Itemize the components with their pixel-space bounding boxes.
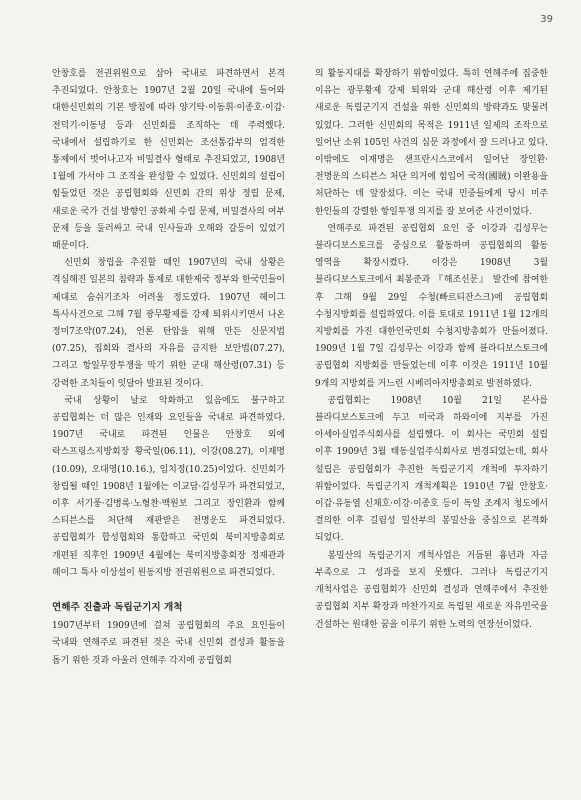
- right-column: [315, 66, 548, 634]
- paragraph: 봉밀산의 독립군기지 개척사업은 거듭된 흉년과 자금 부족으로 그 성과를 보지 못했다. 그러나 독립군기지 개척사업은 공립협회가 신민회 결성과 연해주에서 추진한 공립협회 지부 확장과 마찬가지로 독립된 새로운 자유민국을 건설하는 원대한 꿈을 이루기 위한 노력의 연장선이었다.: [315, 550, 548, 630]
- paragraph: 신민회 창립을 추진할 때인 1907년의 국내 상황은 격심해진 일본의 침략과 통제로 대한제국 정부와 한국민들이 제대로 숨쉬기조차 어려울 정도였다. 1907년 헤이그 특사사건으로 그해 7월 광무황제를 강제 퇴위시키면서 나온 정미7조약(07.24), 언론 탄압을 위해 만든 신문지법(07.25), 집회와 결사의 자유를 금지한 보안법(07.27), 그리고 항일무장투쟁을 막기 위한 군대 해산령(07.31) 등 강력한 조치들이 잇달아 발표된 것이다.: [52, 258, 285, 389]
- section-heading: 연해주 진출과 독립군기지 개척: [52, 602, 183, 614]
- page-number: 39: [540, 14, 553, 25]
- paragraph: 의 활동지대를 확장하기 위함이었다. 특히 연해주에 집중한 이유는 광무황제 강제 퇴위와 군대 해산령 이후 제기된 새로운 독립군기지 건설을 위한 신민회의 방략과도 맞물려 있었다. 그러한 신민회의 목적은 1911년 일제의 조작으로 일어난 소위 105인 사건의 심문 과정에서 잘 드러나고 있다. 이밖에도 이재명은 샌프란시스코에서 일어난 장인환·전명운의 스티븐스 처단 의거에 힘입어 국적(國賊) 이완용을 처단하는 데 앞장섰다. 이는 국내 민중들에게 당시 미주 한인들의 강렬한 항일투쟁 의지를 잘 보여준 사건이었다.: [315, 69, 548, 217]
- paragraph: 안창호를 전권위원으로 삼아 국내로 파견하면서 본격 추진되었다. 안창호는 1907년 2월 20일 국내에 들어와 대한신민회의 기본 방침에 따라 양기탁·이동휘·이종호·이갑·전덕기·이동녕 등과 신민회를 조직하는 데 주력했다. 국내에서 설립하기로 한 신민회는 조선통감부의 엄격한 통제에서 벗어나고자 비밀결사 형태로 추진되었고, 1908년 1월에 가서야 그 조직을 완성할 수 있었다. 신민회의 설립이 힘들었던 것은 공립협회와 신민회 간의 위상 정립 문제, 새로운 국가 건설 방향인 공화제 수립 문제, 비밀결사의 여부 문제 등을 둘러싸고 국내 인사들과 오해와 갈등이 있었기 때문이다.: [52, 69, 285, 252]
- paragraph: 국내 상황이 날로 악화하고 있음에도 불구하고 공립협회는 더 많은 인재와 요인들을 국내로 파견하였다. 1907년 국내로 파견된 인물은 안창호 외에 락스프링스지방회장 황국일(06.11), 이강(08.27), 이재명(10.09), 오대영(10.16.), 임치정(10.25)이었다. 신민회가 창립될 때인 1908년 1월에는 이교담·김성무가 파견되었고, 이후 서기풍·김병록·노형찬·백원보 그리고 장인환과 함께 스티븐스를 처단해 재판받은 전명운도 파견되었다. 공립협회가 합성협회와 통합하고 국민회 북미지방총회로 개편된 직후인 1909년 4월에는 북미지방총회장 정재관과 헤이그 특사 이상설이 원동지방 전권위원으로 파견되었다.: [52, 395, 285, 578]
- left-column: [52, 66, 285, 670]
- paragraph: 연해주로 파견된 공립협회 요인 중 이강과 김성무는 블라디보스토크를 중심으로 활동하며 공립협회의 활동 영역을 확장시켰다. 이강은 1908년 3월 블라디보스토크에서 최봉준과 『해조신문』 발간에 참여한 후 그해 9월 29일 수청(빠르티잔스크)에 공립협회 수청지방회를 설립하였다. 이를 토대로 1911년 1월 12개의 지방회를 가진 대한인국민회 수청지방총회가 만들어졌다. 1909년 1월 7일 김성무는 이강과 함께 블라디보스토크에 공립협회 지방회를 만들었는데 이후 이것은 1911년 10월 9개의 지방회를 거느린 시베리아지방총회로 발전하였다.: [315, 223, 548, 389]
- paragraph: 1907년부터 1909년에 걸쳐 공립협회의 주요 요인들이 국내와 연해주로 파견된 것은 국내 신민회 결성과 활동을 돕기 위한 것과 아울러 연해주 각지에 공립협회: [52, 621, 285, 666]
- paragraph: 공립협회는 1908년 10월 21일 본사를 블라디보스토크에 두고 미국과 하와이에 지부를 가진 아세아실업주식회사를 설립했다. 이 회사는 국민회 설립 이후 1909년 3월 태동실업주식회사로 변경되었는데, 회사 설립은 공립협회가 추진한 독립군기지 개척에 투자하기 위함이었다. 독립군기지 개척계획은 1910년 7월 안창호·이갑·유동열 신채호·이강·이종호 등이 독일 조계지 청도에서 결의한 이후 길림성 밀산부의 봉밀산을 중심으로 본격화 되었다.: [315, 395, 548, 544]
